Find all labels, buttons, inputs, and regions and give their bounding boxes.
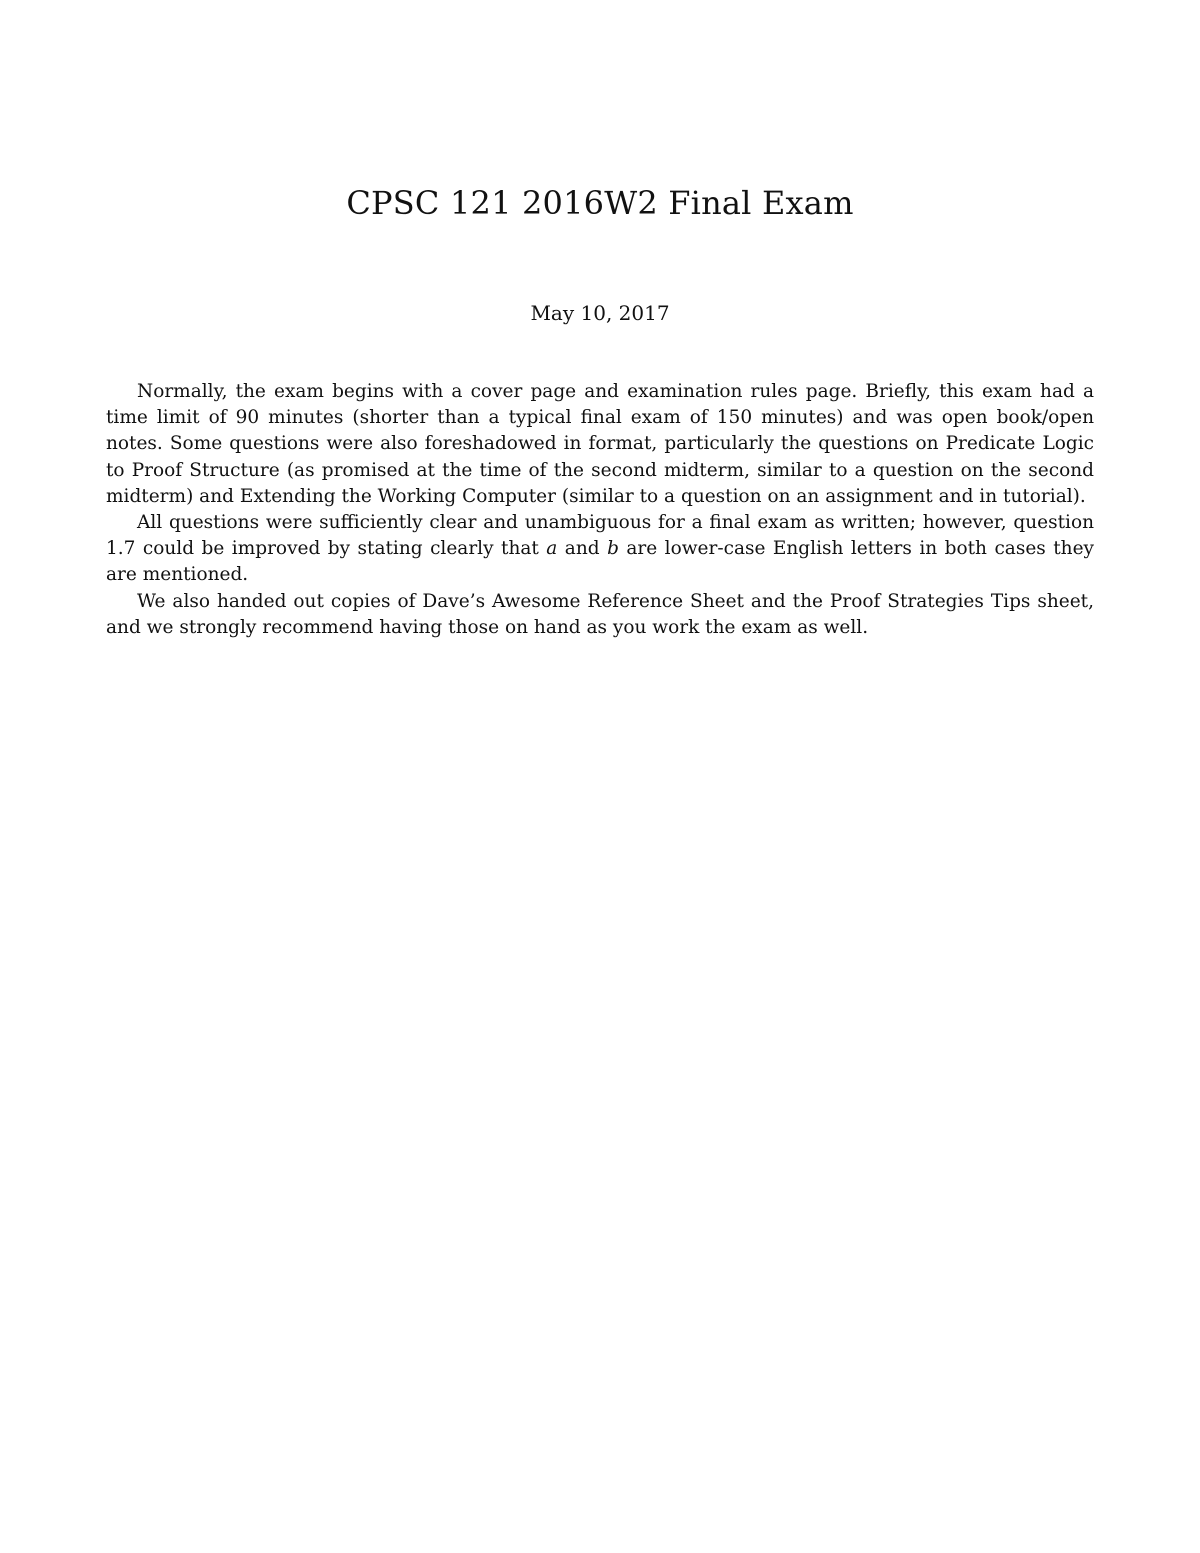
document-date: May 10, 2017 [530,301,670,325]
document-title: CPSC 121 2016W2 Final Exam [346,184,854,222]
paragraph-text: All questions were sufficiently clear and unambiguous for a final exam as written; however, question 1.7 could be improved by stating clearly that [106,512,1094,560]
document-body [106,379,1094,641]
paragraph-text: and [557,538,608,560]
math-variable-a: a [546,538,558,560]
math-variable-b: b [607,538,619,560]
paragraph-exam-format: Normally, the exam begins with a cover page and examination rules page. Briefly, this exam had a time limit of 90 minutes (shorter than a typical final exam of 150 minutes) and was open book/open notes. Some questions were also foreshadowed in format, particularly the questions on Predicate Logic to Proof Structure (as promised at the time of the second midterm, similar to a question on the second midterm) and Extending the Working Computer (similar to a question on an assignment and in tutorial). [106,381,1094,507]
paragraph-question-clarity [106,510,1094,589]
paragraph-reference-sheets: We also handed out copies of Dave’s Awesome Reference Sheet and the Proof Strategies Tips sheet, and we strongly recommend having those on hand as you work the exam as well. [106,590,1094,638]
paragraph-text: are lower-case English letters in both cases they are mentioned. [106,538,1094,586]
